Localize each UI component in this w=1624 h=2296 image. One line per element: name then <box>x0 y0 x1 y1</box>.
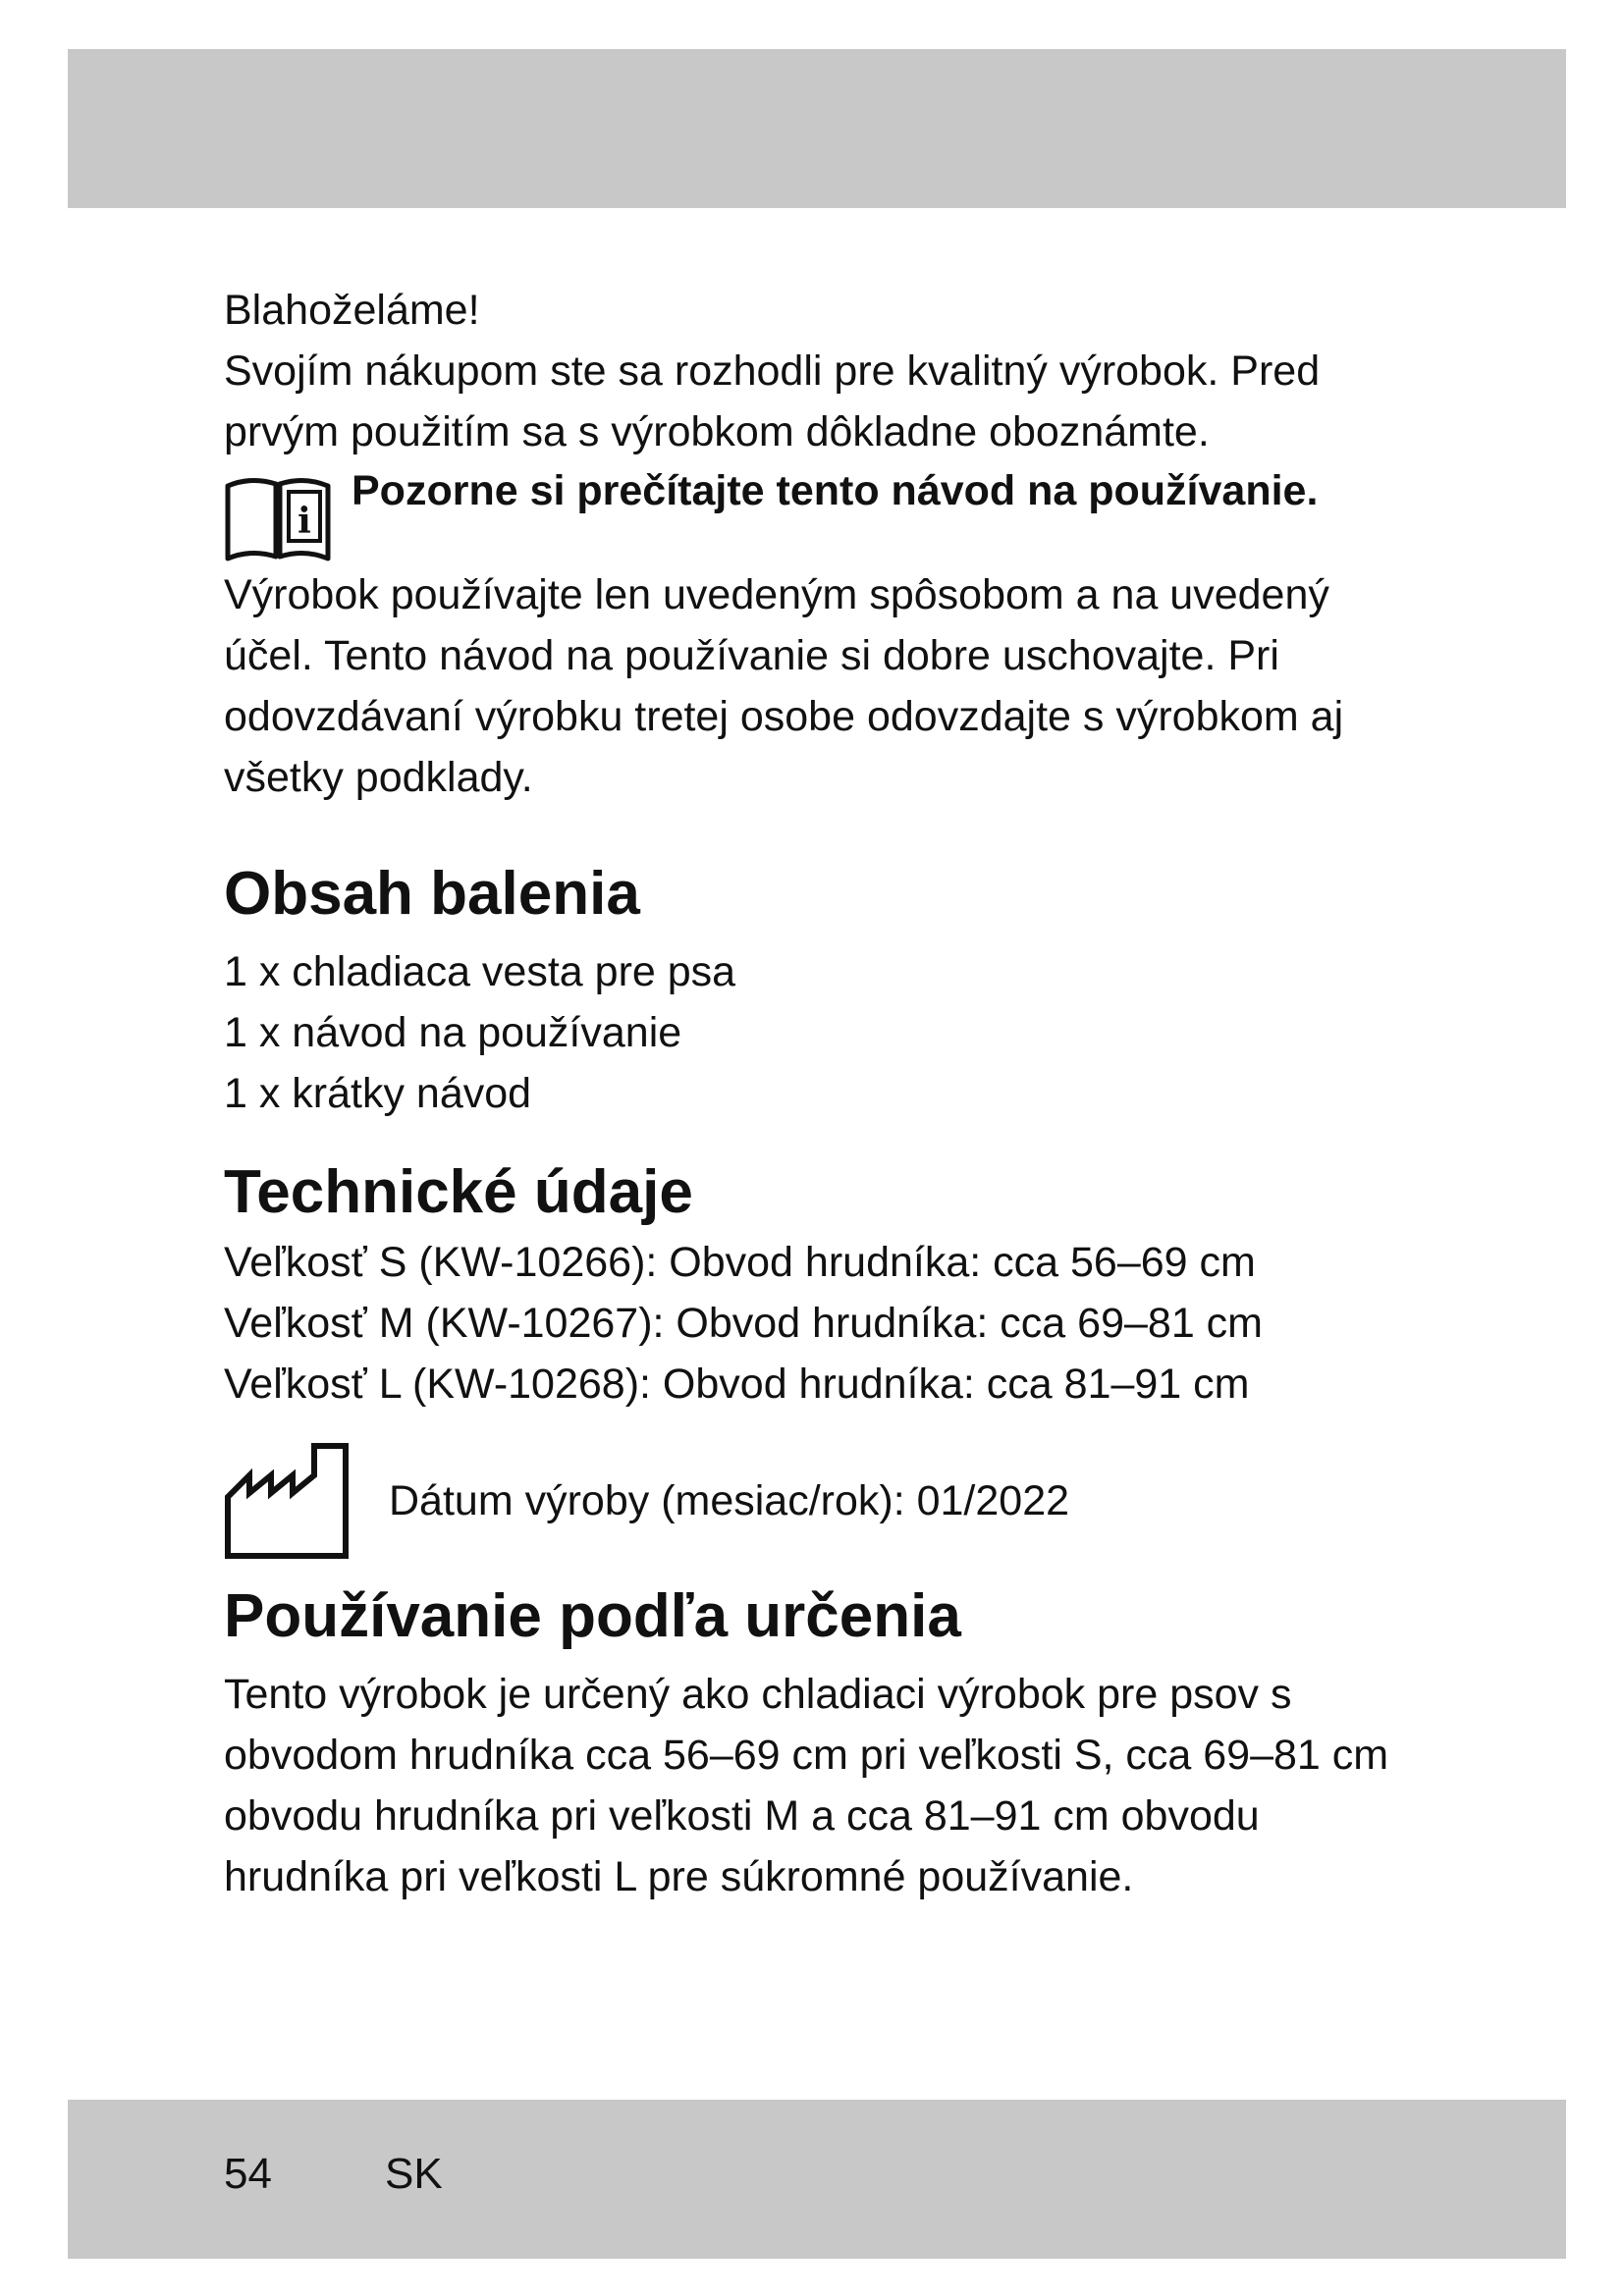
package-item: 1 x chladiaca vesta pre psa <box>224 948 736 995</box>
read-manual-icon <box>224 470 332 564</box>
language-code: SK <box>385 2150 443 2198</box>
warning-note <box>224 462 1417 564</box>
intended-use-text: Tento výrobok je určený ako chladiaci výrobok pre psov s obvodom hrudníka cca 56–69 cm pri veľkosti S, cca 69–81 cm obvodu hrudníka pri veľkosti M a cca 81–91 cm obvodu hrudníka pri veľkosti L pre súkromné používanie. <box>224 1671 1389 1900</box>
intended-use-heading: Používanie podľa určenia <box>224 1582 961 1650</box>
size-spec: Veľkosť S (KW-10266): Obvod hrudníka: cca 56–69 cm <box>224 1239 1256 1286</box>
page-number: 54 <box>224 2150 272 2198</box>
package-heading: Obsah balenia <box>224 860 640 928</box>
size-spec: Veľkosť L (KW-10268): Obvod hrudníka: cca 81–91 cm <box>224 1361 1250 1408</box>
package-item: 1 x krátky návod <box>224 1070 532 1117</box>
technical-heading: Technické údaje <box>224 1158 693 1226</box>
manufacture-date-row <box>224 1442 1417 1560</box>
congratulations-text: Blahoželáme! <box>224 287 480 334</box>
svg-text:i: i <box>298 501 311 542</box>
footer-band <box>68 2100 1566 2259</box>
header-band <box>68 49 1566 208</box>
warning-text: Pozorne si prečítajte tento návod na používanie. <box>352 467 1319 514</box>
package-item: 1 x návod na používanie <box>224 1009 682 1056</box>
page-content <box>224 280 1417 1907</box>
purchase-text: Svojím nákupom ste sa rozhodli pre kvalitný výrobok. Pred prvým použitím sa s výrobkom dôkladne oboznámte. <box>224 347 1321 455</box>
size-spec: Veľkosť M (KW-10267): Obvod hrudníka: cca 69–81 cm <box>224 1300 1263 1347</box>
usage-note: Výrobok používajte len uvedeným spôsobom a na uvedený účel. Tento návod na používanie si dobre uschovajte. Pri odovzdávaní výrobku tretej osobe odovzdajte s výrobkom aj všetky podklady. <box>224 571 1344 801</box>
manufacture-date: Dátum výroby (mesiac/rok): 01/2022 <box>389 1477 1070 1524</box>
manufacture-date-icon <box>224 1442 350 1560</box>
